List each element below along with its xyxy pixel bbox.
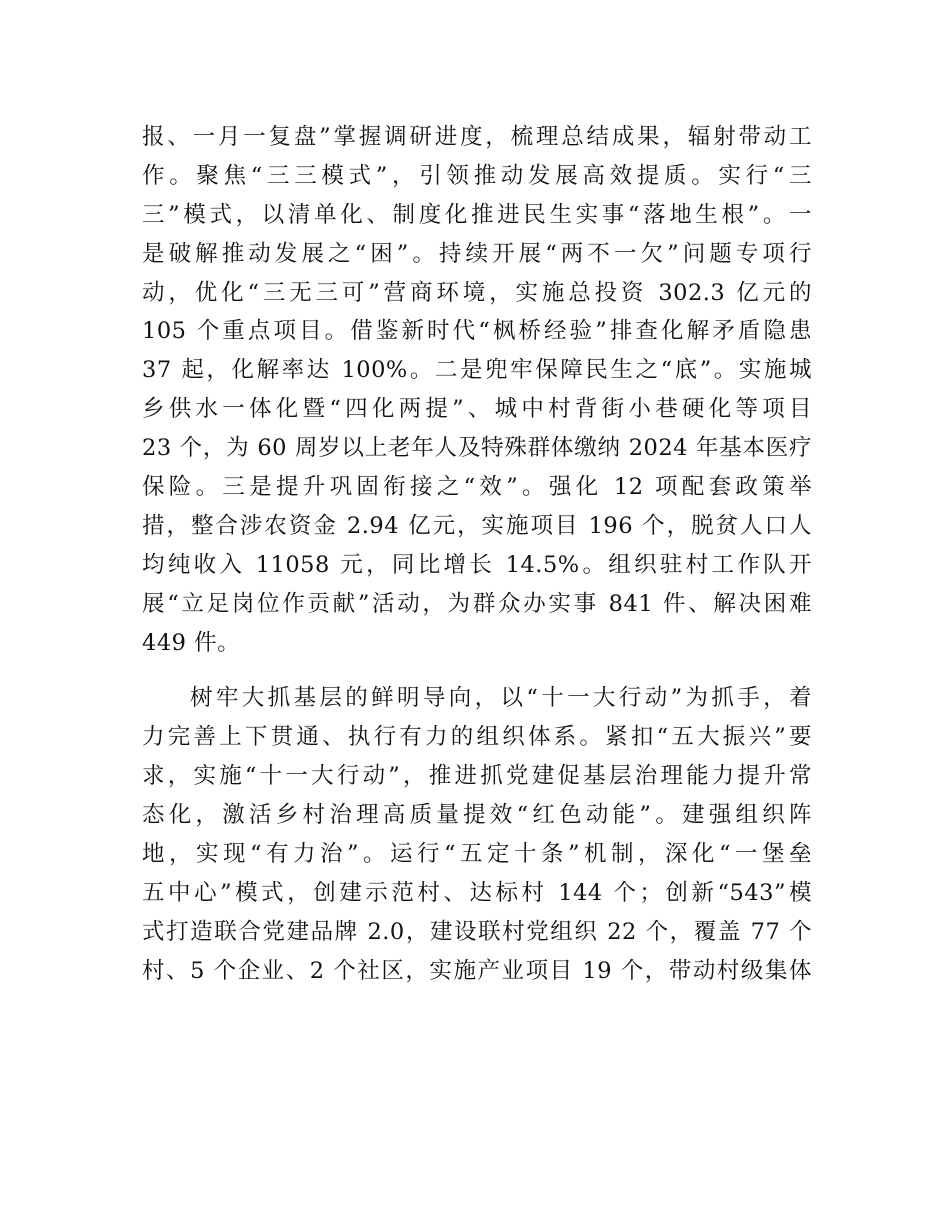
text-line: 37 起，化解率达 100%。二是兜牢保障民生之“底”。实施城 [142, 357, 812, 384]
text-line: 树牢大抓基层的鲜明导向，以“十一大行动”为抓手，着 [190, 685, 812, 712]
text-line: 保险。三是提升巩固衔接之“效”。强化 12 项配套政策举 [142, 474, 812, 501]
text-line: 求，实施“十一大行动”，推进抓党建促基层治理能力提升常 [142, 763, 812, 790]
text-line: 态化，激活乡村治理高质量提效“红色动能”。建强组织阵 [142, 802, 812, 829]
paragraph-spacer [142, 662, 812, 679]
text-line: 作。聚焦“三三模式”，引领推动发展高效提质。实行“三 [142, 162, 812, 189]
text-line: 105 个重点项目。借鉴新时代“枫桥经验”排查化解矛盾隐患 [142, 318, 812, 345]
text-line: 措，整合涉农资金 2.94 亿元，实施项目 196 个，脱贫人口人 [142, 512, 812, 539]
text-line: 三”模式，以清单化、制度化推进民生实事“落地生根”。一 [142, 201, 812, 228]
document-body [142, 118, 812, 991]
text-line: 23 个，为 60 周岁以上老年人及特殊群体缴纳 2024 年基本医疗 [142, 435, 812, 462]
text-line: 展“立足岗位作贡献”活动，为群众办实事 841 件、解决困难 [142, 590, 812, 617]
text-line: 449 件。 [142, 629, 241, 656]
text-line: 动，优化“三无三可”营商环境，实施总投资 302.3 亿元的 [142, 279, 812, 306]
text-line: 式打造联合党建品牌 2.0，建设联村党组织 22 个，覆盖 77 个 [142, 918, 812, 945]
text-line: 乡供水一体化暨“四化两提”、城中村背街小巷硬化等项目 [142, 396, 812, 423]
text-line: 均纯收入 11058 元，同比增长 14.5%。组织驻村工作队开 [142, 551, 812, 578]
paragraph-1 [142, 118, 812, 662]
text-line: 力完善上下贯通、执行有力的组织体系。紧扣“五大振兴”要 [142, 724, 812, 751]
text-line: 报、一月一复盘”掌握调研进度，梳理总结成果，辐射带动工 [142, 124, 812, 150]
text-line: 五中心”模式，创建示范村、达标村 144 个；创新“543”模 [142, 879, 812, 906]
text-line: 村、5 个企业、2 个社区，实施产业项目 19 个，带动村级集体 [142, 957, 812, 984]
text-line: 地，实现“有力治”。运行“五定十条”机制，深化“一堡垒 [142, 841, 812, 868]
text-line: 是破解推动发展之“困”。持续开展“两不一欠”问题专项行 [142, 240, 812, 267]
paragraph-2 [142, 679, 812, 990]
